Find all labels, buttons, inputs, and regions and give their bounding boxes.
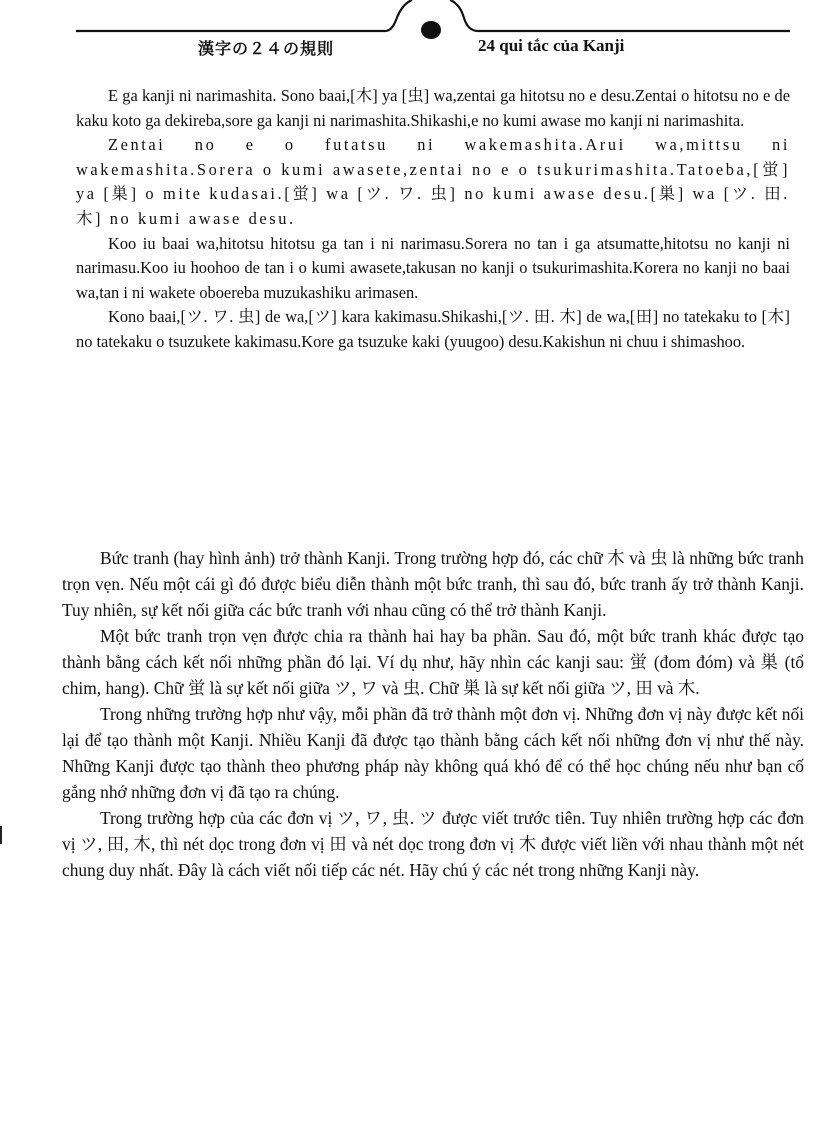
vietnamese-paragraph-3: Trong những trường hợp như vậy, mỗi phần đã trở thành một đơn vị. Những đơn vị này được kết nối lại để tạo thành một Kanji. Nhiều Kanji đã được tạo thành bằng cách kết nối những đơn vị như thế này. Những Kanji được tạo thành theo phương pháp này không quá khó để có thể học chúng nếu như bạn cố gắng nhớ những đơn vị đã tạo ra chúng.: [62, 704, 804, 802]
vietnamese-paragraph-1: Bức tranh (hay hình ảnh) trở thành Kanji. Trong trường hợp đó, các chữ 木 và 虫 là những bức tranh trọn vẹn. Nếu một cái gì đó được biểu diễn thành một bức tranh, thì sau đó, bức tranh ấy trở thành Kanji. Tuy nhiên, sự kết nối giữa các bức tranh với nhau cũng có thể trở thành Kanji.: [62, 548, 804, 620]
romaji-section: [76, 84, 790, 355]
romaji-paragraph-4: Kono baai,[ツ. ワ. 虫] de wa,[ツ] kara kakimasu.Shikashi,[ツ. 田. 木] de wa,[田] no tatekaku to [木] no tatekaku o tsuzukete kakimasu.Kore ga tsuzuke kaki (yuugoo) desu.Kakishun ni chuu i shimashoo.: [76, 307, 790, 351]
page-header: [0, 0, 816, 70]
vietnamese-paragraph-4: Trong trường hợp của các đơn vị ツ, ワ, 虫. ツ được viết trước tiên. Tuy nhiên trường hợp các đơn vị ツ, 田, 木, thì nét dọc trong đơn vị 田 và nét dọc trong đơn vị 木 được viết liền với nhau thành một nét chung duy nhất. Đây là cách viết nối tiếp các nét. Hãy chú ý các nét trong những Kanji này.: [62, 808, 804, 880]
romaji-paragraph-1: E ga kanji ni narimashita. Sono baai,[木] ya [虫] wa,zentai ga hitotsu no e desu.Zentai o hitotsu no e de kaku koto ga dekireba,sore ga kanji ni narimashita.Shikashi,e no kumi awase mo kanji ni narimashita.: [76, 86, 790, 130]
header-title-vietnamese: 24 qui tắc của Kanji: [478, 36, 625, 55]
vietnamese-section: [62, 545, 804, 883]
romaji-paragraph-2: Zentai no e o futatsu ni wakemashita.Arui wa,mittsu ni wakemashita.Sorera o kumi awasete,zentai no e o tsukurimashita.Tatoeba,[蛍] ya [巣] o mite kudasai.[蛍] wa [ツ. ワ. 虫] no kumi awase desu.[巣] wa [ツ. 田. 木] no kumi awase desu.: [76, 135, 790, 228]
vietnamese-paragraph-2: Một bức tranh trọn vẹn được chia ra thành hai hay ba phần. Sau đó, một bức tranh khác được tạo thành bằng cách kết nối những phần đó lại. Ví dụ như, hãy nhìn các kanji sau: 蛍 (đom đóm) và 巣 (tổ chim, hang). Chữ 蛍 là sự kết nối giữa ツ, ワ và 虫. Chữ 巣 là sự kết nối giữa ツ, 田 và 木.: [62, 626, 804, 698]
header-title-japanese: 漢字の２４の規則: [198, 39, 335, 58]
margin-mark: [0, 826, 2, 844]
header-rule: [0, 0, 816, 70]
romaji-paragraph-3: Koo iu baai wa,hitotsu hitotsu ga tan i ni narimasu.Sorera no tan i ga atsumatte,hitotsu no kanji ni narimasu.Koo iu hoohoo de tan i o kumi awasete,takusan no kanji o tsukurimashita.Korera no kanji no baai wa,tan i ni wakete oboereba muzukashiku arimasen.: [76, 233, 790, 302]
header-dot: [421, 21, 441, 39]
